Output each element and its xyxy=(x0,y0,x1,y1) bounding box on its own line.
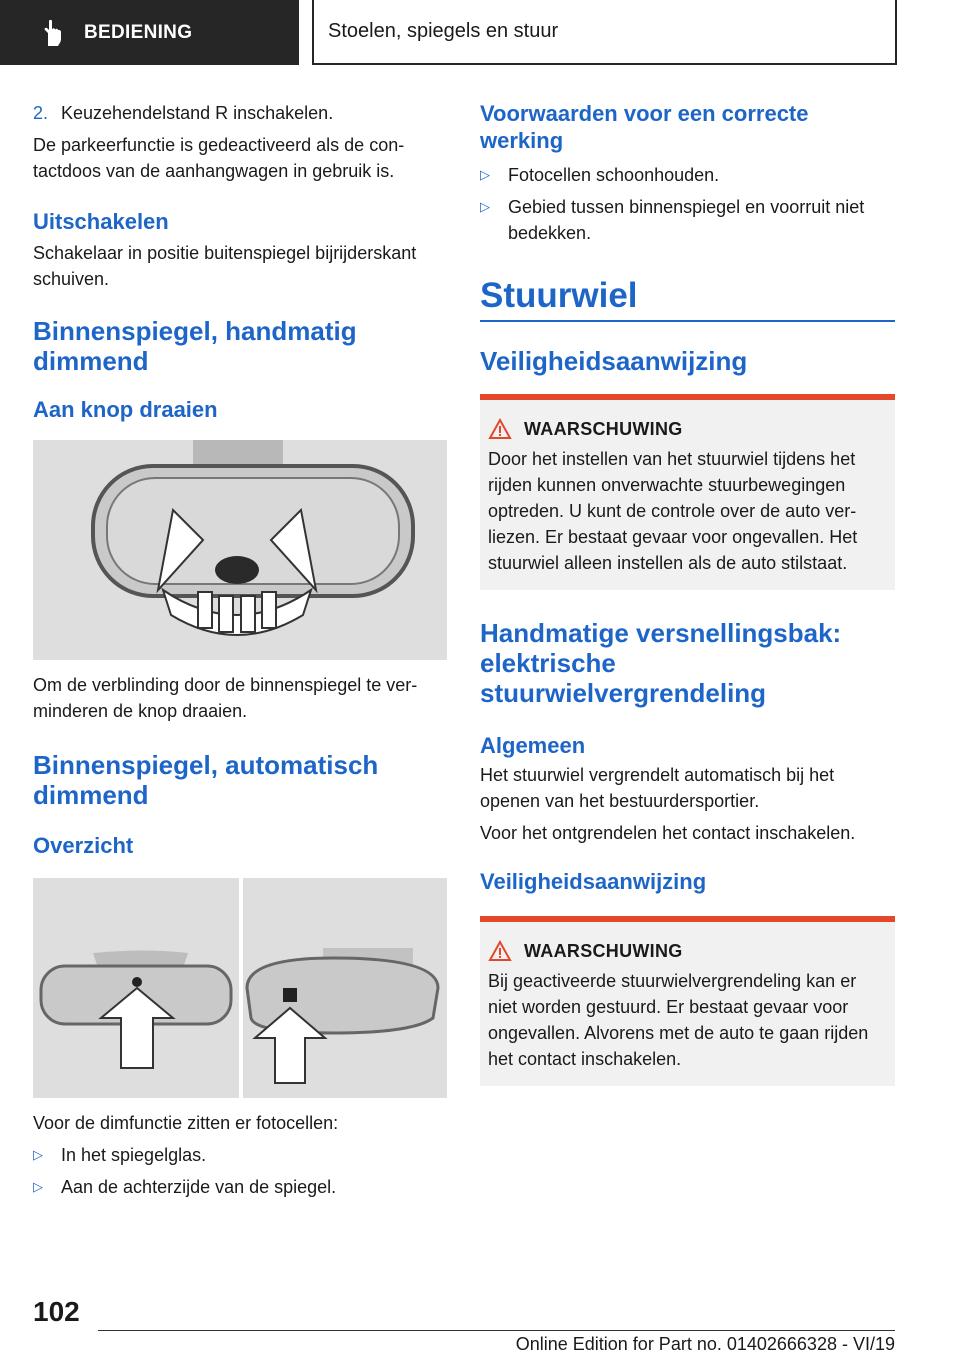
chapter-tab xyxy=(312,0,897,65)
heading-algemeen: Algemeen xyxy=(480,733,586,758)
heading-conditions: Voorwaarden voor een correcte werking xyxy=(480,101,809,153)
heading-stuurwiel: Stuurwiel xyxy=(480,276,638,315)
warning-box-1 xyxy=(480,394,895,590)
heading-rule xyxy=(480,320,895,322)
warning-triangle-icon xyxy=(488,940,512,962)
right-column xyxy=(480,100,895,1086)
heading-manual-dimming: Binnenspiegel, handmatig dimmend xyxy=(33,316,357,376)
heading-auto-dimming: Binnenspiegel, automatisch dimmend xyxy=(33,750,379,810)
list-item: ▷ Gebied tussen binnenspiegel en voorruit niet bedekken. xyxy=(480,194,895,246)
heading-knob: Aan knop draaien xyxy=(33,397,218,422)
chapter-title: Stoelen, spiegels en stuur xyxy=(328,20,559,42)
warning-text: Door het instellen van het stuurwiel tijdens het rijden kunnen onverwachte stuurbewegingen optreden. U kunt de controle over de auto verliezen. Er bestaat gevaar voor ongevallen. Het stuurwiel alleen instellen als de auto stilstaat. xyxy=(488,449,858,573)
paragraph: Voor het ontgrendelen het contact inschakelen. xyxy=(480,823,856,843)
heading-uitschakelen: Uitschakelen xyxy=(33,209,169,234)
triangle-bullet-icon: ▷ xyxy=(480,199,490,214)
hand-pointer-icon xyxy=(38,18,68,48)
heading-safety-1: Veiligheidsaanwijzing xyxy=(480,346,748,376)
list-item: ▷ In het spiegelglas. xyxy=(33,1142,447,1168)
warning-title: WAARSCHUWING xyxy=(524,418,683,439)
section-title: BEDIENING xyxy=(84,21,193,43)
mirror-knob-figure xyxy=(33,440,447,660)
left-column xyxy=(33,100,447,1200)
edition-text: Online Edition for Part no. 01402666328 - VI/19 xyxy=(515,1334,895,1354)
warning-box-2 xyxy=(480,916,895,1086)
step-number: 2. xyxy=(33,103,49,123)
list-item: ▷ Aan de achterzijde van de spiegel. xyxy=(33,1174,447,1200)
step-text: Keuzehendelstand R inschakelen. xyxy=(61,103,334,123)
paragraph: Schakelaar in positie buitenspiegel bijrijderskant schuiven. xyxy=(33,243,417,289)
triangle-bullet-icon: ▷ xyxy=(480,167,490,182)
paragraph: Voor de dimfunctie zitten er fotocellen: xyxy=(33,1113,339,1133)
warning-title: WAARSCHUWING xyxy=(524,940,683,961)
warning-triangle-icon xyxy=(488,418,512,440)
photocell-figure xyxy=(33,878,447,1098)
paragraph: De parkeerfunctie is gedeactiveerd als de contactdoos van de aanhangwagen in gebruik is. xyxy=(33,135,405,181)
paragraph: Het stuurwiel vergrendelt automatisch bij het openen van het bestuurdersportier. xyxy=(480,765,835,811)
heading-safety-2: Veiligheidsaanwijzing xyxy=(480,869,707,894)
section-tab xyxy=(0,0,299,65)
step-2 xyxy=(33,100,447,126)
triangle-bullet-icon: ▷ xyxy=(33,1147,43,1162)
heading-manual-gearbox: Handmatige versnellingsbak: elektrische stuurwielvergrendeling xyxy=(480,618,842,708)
heading-overzicht: Overzicht xyxy=(33,833,134,858)
footer-rule xyxy=(98,1330,895,1331)
warning-text: Bij geactiveerde stuurwielvergrendeling kan er niet worden gestuurd. Er bestaat gevaar voor ongevallen. Alvorens met de auto te gaan rijden het contact inschakelen. xyxy=(488,971,869,1069)
triangle-bullet-icon: ▷ xyxy=(33,1179,43,1194)
paragraph: Om de verblinding door de binnenspiegel te verminderen de knop draaien. xyxy=(33,675,418,721)
page-number: 102 xyxy=(33,1296,80,1327)
list-item: ▷ Fotocellen schoonhouden. xyxy=(480,162,895,188)
